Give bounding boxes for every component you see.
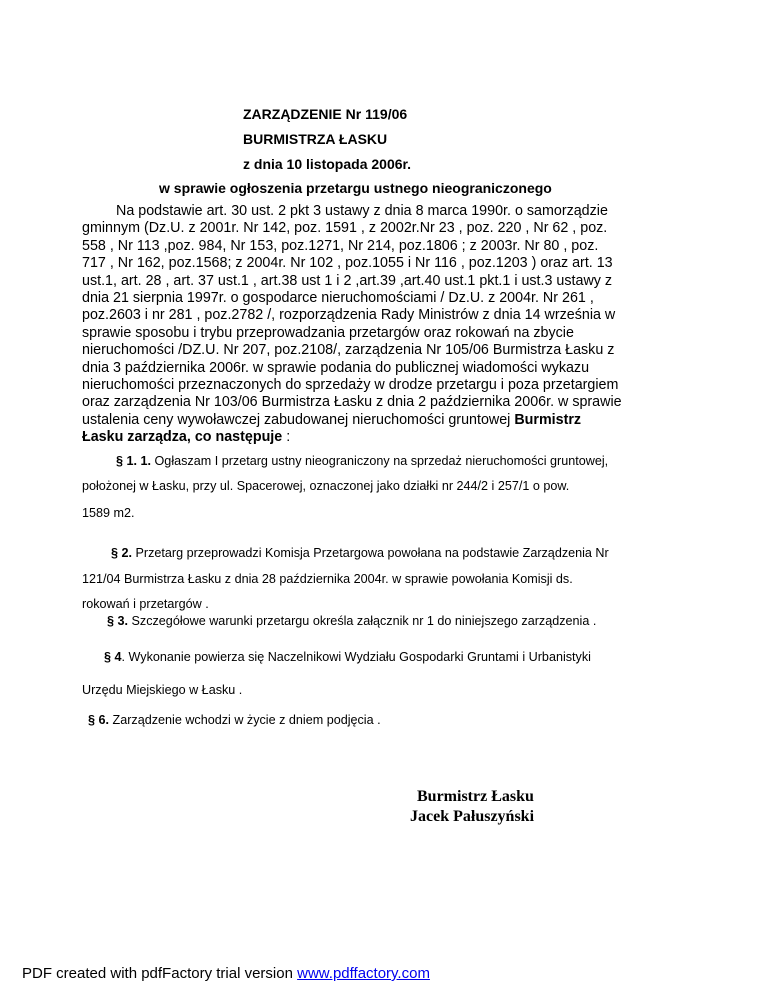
intro-closing-line (82, 429, 686, 446)
section-6-line-1 (88, 713, 381, 727)
intro-line: Na podstawie art. 30 ust. 2 pkt 3 ustawy z dnia 8 marca 1990r. o samorządzie (116, 203, 608, 219)
document-subject: w sprawie ogłoszenia przetargu ustnego nieograniczonego (159, 180, 552, 196)
section-4-line-2: Urzędu Miejskiego w Łasku . (82, 683, 243, 697)
section-2-text: Przetarg przeprowadzi Komisja Przetargowa powołana na podstawie Zarządzenia Nr (132, 546, 609, 560)
intro-line: dnia 3 października 2006r. w sprawie podania do publicznej wiadomości wykazu (82, 359, 590, 376)
section-1-mark: § 1. 1. (116, 454, 152, 468)
intro-line: ustalenia ceny wywoławczej zabudowanej nieruchomości gruntowej (82, 411, 515, 428)
intro-line: nieruchomości /DZ.U. Nr 207, poz.2108/, zarządzenia Nr 105/06 Burmistrza Łasku z (82, 342, 615, 359)
intro-line: ust.1, art. 28 , art. 37 ust.1 , art.38 ust 1 i 2 ,art.39 ,art.40 ust.1 pkt.1 i ust.3 ustawy z (82, 272, 613, 289)
section-3-line-1 (107, 614, 596, 628)
section-6-text: Zarządzenie wchodzi w życie z dniem podjęcia . (109, 713, 381, 727)
signature-title: Burmistrz Łasku (417, 788, 534, 805)
document-issuer: BURMISTRZA ŁASKU (243, 131, 388, 147)
intro-line: poz.2603 i nr 281 , poz.2782 /, rozporządzenia Rady Ministrów z dnia 14 września w (82, 307, 616, 324)
section-1-line-1 (116, 454, 608, 468)
intro-line: gminnym (Dz.U. z 2001r. Nr 142, poz. 1591 , z 2002r.Nr 23 , poz. 220 , Nr 62 , poz. (82, 220, 608, 237)
intro-line: 717 , Nr 162, poz.1568; z 2004r. Nr 102 , poz.1055 i Nr 116 , poz.1203 ) oraz art. 13 (82, 255, 613, 272)
intro-line-last (82, 412, 686, 429)
document-date: z dnia 10 listopada 2006r. (243, 156, 412, 172)
document-title: ZARZĄDZENIE Nr 119/06 (243, 106, 408, 122)
section-6-mark: § 6. (88, 713, 110, 727)
footer-link[interactable]: www.pdffactory.com (297, 965, 430, 982)
section-4-mark: § 4 (104, 650, 122, 664)
section-3-text: Szczegółowe warunki przetargu określa załącznik nr 1 do niniejszego zarządzenia . (128, 614, 597, 628)
intro-line: sprawie sposobu i trybu przeprowadzania przetargów oraz rokowań na zbycie (82, 324, 574, 341)
intro-line: 558 , Nr 113 ,poz. 984, Nr 153, poz.1271, Nr 214, poz.1806 ; z 2003r. Nr 80 , poz. (82, 237, 599, 254)
pdf-footer (22, 965, 430, 982)
footer-text: PDF created with pdfFactory trial version (22, 965, 298, 982)
intro-bold-decides: Łasku zarządza, co następuje (82, 429, 283, 446)
section-4-line-1 (104, 650, 591, 664)
intro-colon: : (282, 429, 291, 446)
section-3-mark: § 3. (107, 614, 129, 628)
section-1-line-2: położonej w Łasku, przy ul. Spacerowej, oznaczonej jako działki nr 244/2 i 257/1 o pow. (82, 479, 570, 493)
section-1-text: Ogłaszam I przetarg ustny nieograniczony na sprzedaż nieruchomości gruntowej, (151, 454, 609, 468)
intro-line: dnia 21 sierpnia 1997r. o gospodarce nieruchomościami / Dz.U. z 2004r. Nr 261 , (82, 290, 594, 307)
signature-name: Jacek Pałuszyński (410, 808, 535, 825)
section-2-mark: § 2. (111, 546, 133, 560)
section-2-line-2: 121/04 Burmistrza Łasku z dnia 28 października 2004r. w sprawie powołania Komisji ds. (82, 572, 573, 586)
section-1-line-3: 1589 m2. (82, 506, 135, 520)
intro-bold-burmistrz: Burmistrz (514, 411, 582, 428)
section-2-line-3: rokowań i przetargów . (82, 597, 209, 611)
section-4-text: . Wykonanie powierza się Naczelnikowi Wydziału Gospodarki Gruntami i Urbanistyki (121, 650, 591, 664)
legal-basis-paragraph (82, 203, 686, 447)
intro-line: nieruchomości przeznaczonych do sprzedaży w drodze przetargu i poza przetargiem (82, 377, 619, 394)
intro-line: oraz zarządzenia Nr 103/06 Burmistrza Łasku z dnia 2 października 2006r. w sprawie (82, 394, 622, 411)
section-2-line-1 (111, 546, 609, 560)
